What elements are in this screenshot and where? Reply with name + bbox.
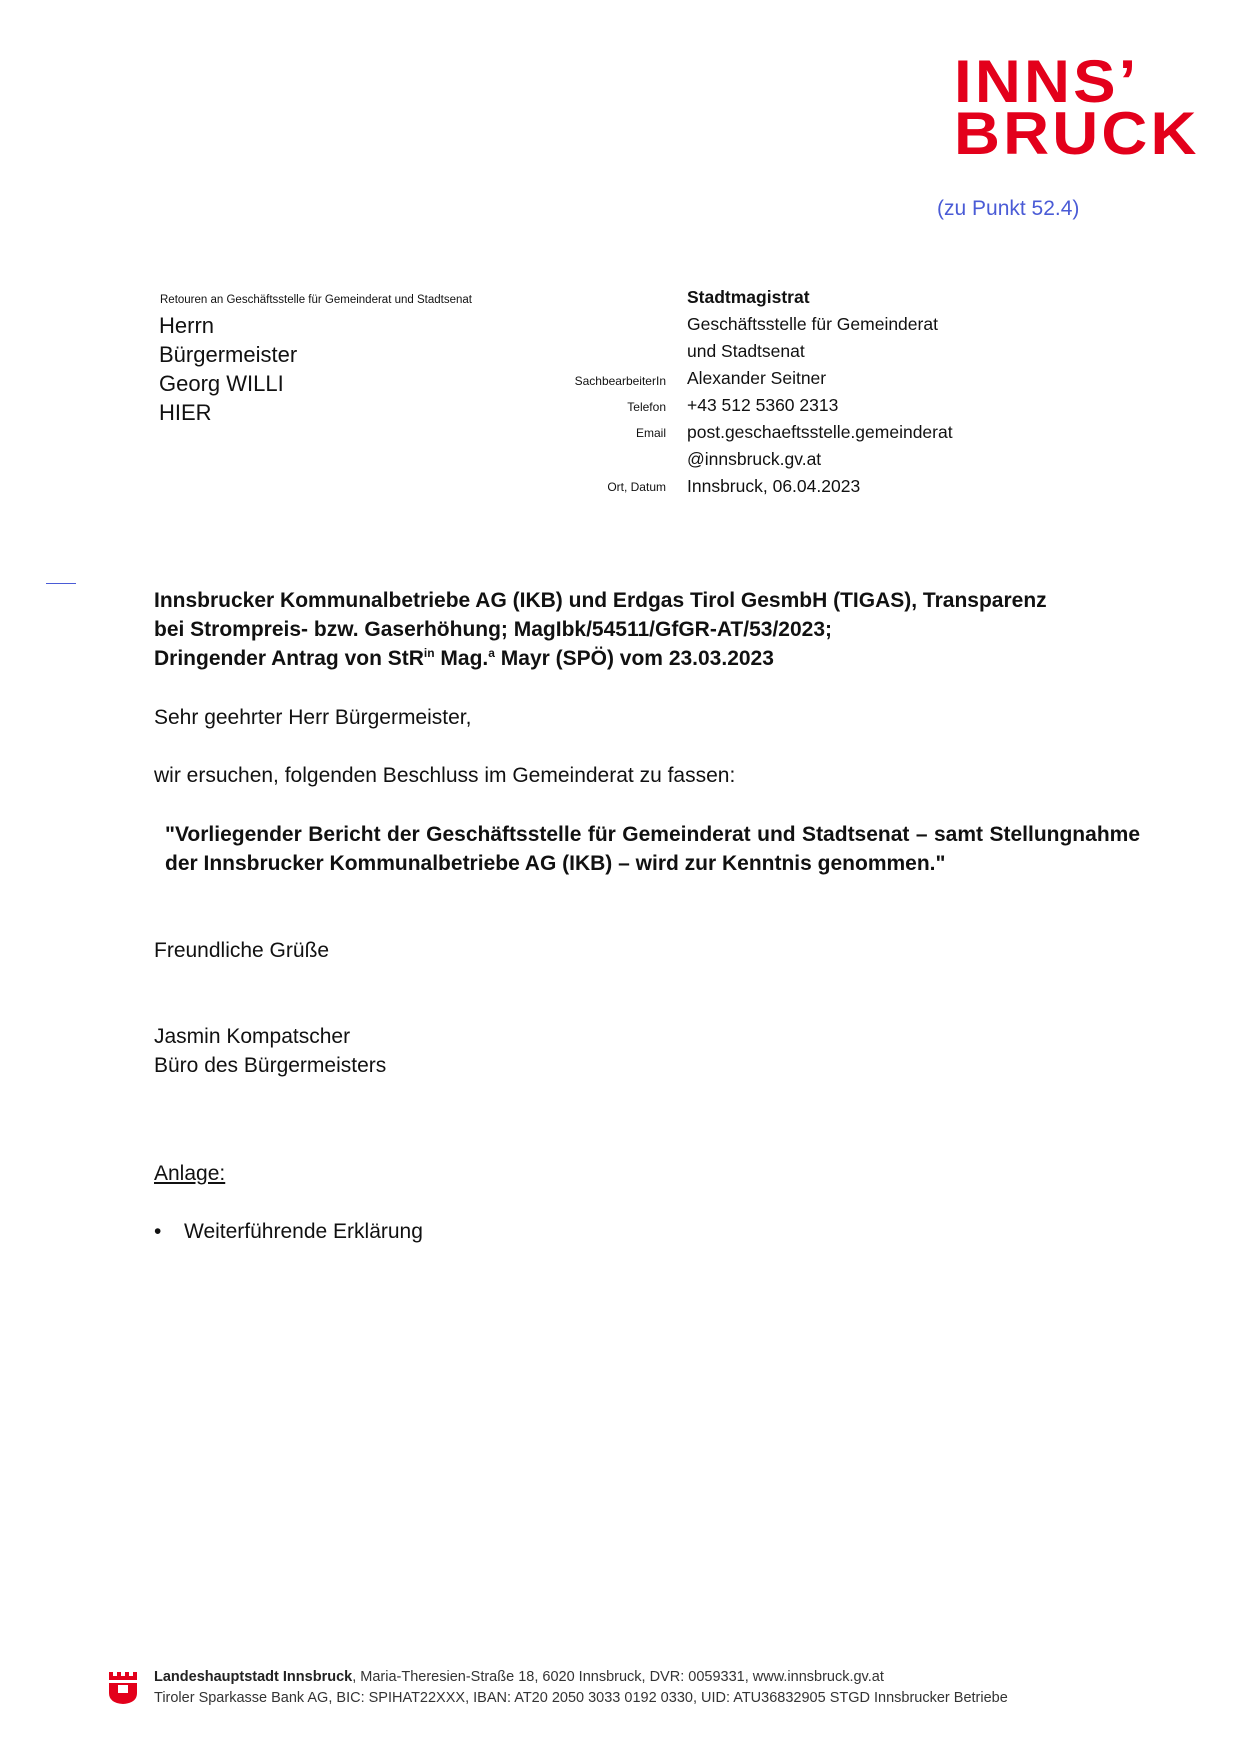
resolution-text: "Vorliegender Bericht der Geschäftsstelle für Gemeinderat und Stadtsenat – samt Stellungnahme der Innsbrucker Kommunalbetriebe AG (IKB) – wird zur Kenntnis genommen.": [165, 823, 1140, 875]
email-label: Email: [635, 426, 666, 440]
place-date-label: Ort, Datum: [607, 480, 666, 494]
clerk-label: SachbearbeiterIn: [574, 374, 666, 388]
footer-line-1: Landeshauptstadt Innsbruck, Maria-Theresien-Straße 18, 6020 Innsbruck, DVR: 0059331, www.innsbruck.gv.at: [154, 1669, 884, 1685]
addressee-line: HIER: [159, 400, 212, 425]
addressee-line: Bürgermeister: [159, 342, 298, 367]
footer-line-2: Tiroler Sparkasse Bank AG, BIC: SPIHAT22XXX, IBAN: AT20 2050 3033 0192 0330, UID: ATU36832905 STGD Innsbrucker Betriebe: [154, 1690, 1008, 1706]
subject-line: Innsbrucker Kommunalbetriebe AG (IKB) und Erdgas Tirol GesmbH (TIGAS), Transparenz: [154, 589, 1047, 612]
agenda-reference: (zu Punkt 52.4): [937, 197, 1080, 220]
sender-department: und Stadtsenat: [687, 341, 805, 361]
subject: [154, 586, 1144, 673]
signature-office: Büro des Bürgermeisters: [154, 1054, 387, 1077]
city-coat-icon: [108, 1671, 138, 1705]
attachment-item: [154, 1220, 423, 1244]
bullet: •: [154, 1220, 162, 1243]
closing: Freundliche Grüße: [154, 939, 330, 962]
footer-text: [154, 1667, 1008, 1709]
salutation: Sehr geehrter Herr Bürgermeister,: [154, 706, 472, 729]
sender-clerk: Alexander Seitner: [687, 368, 827, 388]
phone-label: Telefon: [627, 400, 666, 414]
subject-line: bei Strompreis- bzw. Gaserhöhung; MagIbk/54511/GfGR-AT/53/2023;: [154, 618, 832, 641]
sender-office: Stadtmagistrat: [687, 287, 810, 307]
sender-email: post.geschaeftsstelle.gemeinderat: [687, 422, 953, 442]
innsbruck-logo: [954, 48, 1211, 167]
subject-line: Dringender Antrag von StR$^{in}$ Mag.$^a$ Mayr (SPÖ) vom 23.03.2023: [154, 646, 774, 670]
sender-department: Geschäftsstelle für Gemeinderat: [687, 314, 938, 334]
sender-block: [687, 284, 953, 500]
attachment-label: Weiterführende Erklärung: [184, 1220, 423, 1243]
margin-marker: [46, 583, 76, 584]
sender-email: @innsbruck.gv.at: [687, 449, 822, 469]
addressee-line: Herrn: [159, 313, 215, 338]
signature-name: Jasmin Kompatscher: [154, 1025, 351, 1048]
logo-line-2: BRUCK: [954, 100, 1200, 167]
request-text: wir ersuchen, folgenden Beschluss im Gemeinderat zu fassen:: [154, 764, 736, 787]
return-address: Retouren an Geschäftsstelle für Gemeinderat und Stadtsenat: [160, 294, 472, 306]
addressee-line: Georg WILLI: [159, 371, 284, 396]
sender-place-date: Innsbruck, 06.04.2023: [687, 476, 861, 496]
sender-phone: +43 512 5360 2313: [687, 395, 839, 415]
attachments-title: Anlage:: [154, 1162, 226, 1185]
addressee-block: [159, 311, 297, 427]
logo-line-1: INNS’: [954, 48, 1140, 115]
